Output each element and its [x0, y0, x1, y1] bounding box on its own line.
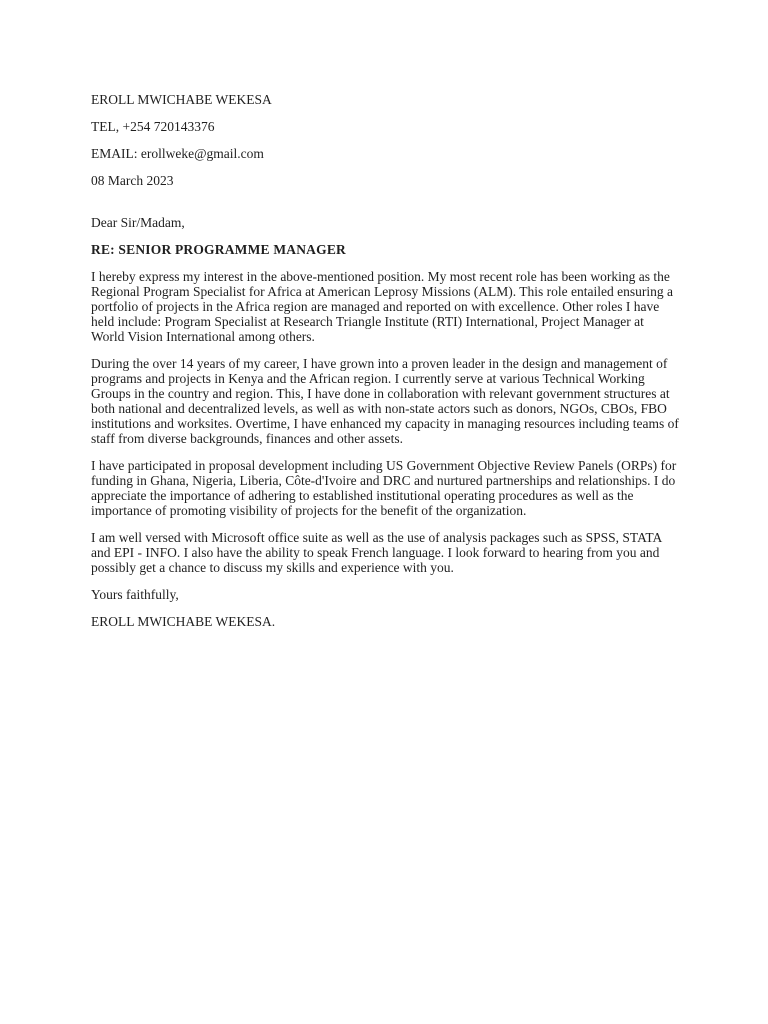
- sender-name: EROLL MWICHABE WEKESA: [91, 92, 272, 107]
- letter-header: [91, 92, 679, 188]
- body-paragraph: During the over 14 years of my career, I have grown into a proven leader in the design and management of programs and projects in Kenya and the African region. I currently serve at various Technical Working Groups in the country and region. This, I have done in collaboration with relevant government structures at both national and decentralized levels, as well as with non-state actors such as donors, NGOs, CBOs, FBO institutions and worksites. Overtime, I have enhanced my capacity in managing resources including teams of staff from diverse backgrounds, finances and other assets.: [91, 356, 679, 446]
- letter-date: 08 March 2023: [91, 173, 174, 188]
- sender-tel: TEL, +254 720143376: [91, 119, 215, 134]
- salutation: Dear Sir/Madam,: [91, 215, 185, 230]
- closing: Yours faithfully,: [91, 587, 179, 602]
- letter-body: [91, 92, 679, 641]
- signature-name: EROLL MWICHABE WEKESA.: [91, 614, 276, 629]
- sender-email: EMAIL: erollweke@gmail.com: [91, 146, 264, 161]
- subject-line: RE: SENIOR PROGRAMME MANAGER: [91, 242, 346, 257]
- body-paragraph: I have participated in proposal development including US Government Objective Review Panels (ORPs) for funding in Ghana, Nigeria, Liberia, Côte-d'Ivoire and DRC and nurtured partnerships and relationships. I do appreciate the importance of adhering to established institutional operating procedures as well as the importance of promoting visibility of projects for the benefit of the organization.: [91, 458, 677, 518]
- body-paragraph: I hereby express my interest in the above-mentioned position. My most recent role has been working as the Regional Program Specialist for Africa at American Leprosy Missions (ALM). This role entailed ensuring a portfolio of projects in the Africa region are managed and reported on with excellence. Other roles I have held include: Program Specialist at Research Triangle Institute (RTI) International, Project Manager at World Vision International among others.: [91, 269, 673, 344]
- body-paragraph: I am well versed with Microsoft office suite as well as the use of analysis packages such as SPSS, STATA and EPI - INFO. I also have the ability to speak French language. I look forward to hearing from you and possibly get a chance to discuss my skills and experience with you.: [91, 530, 662, 575]
